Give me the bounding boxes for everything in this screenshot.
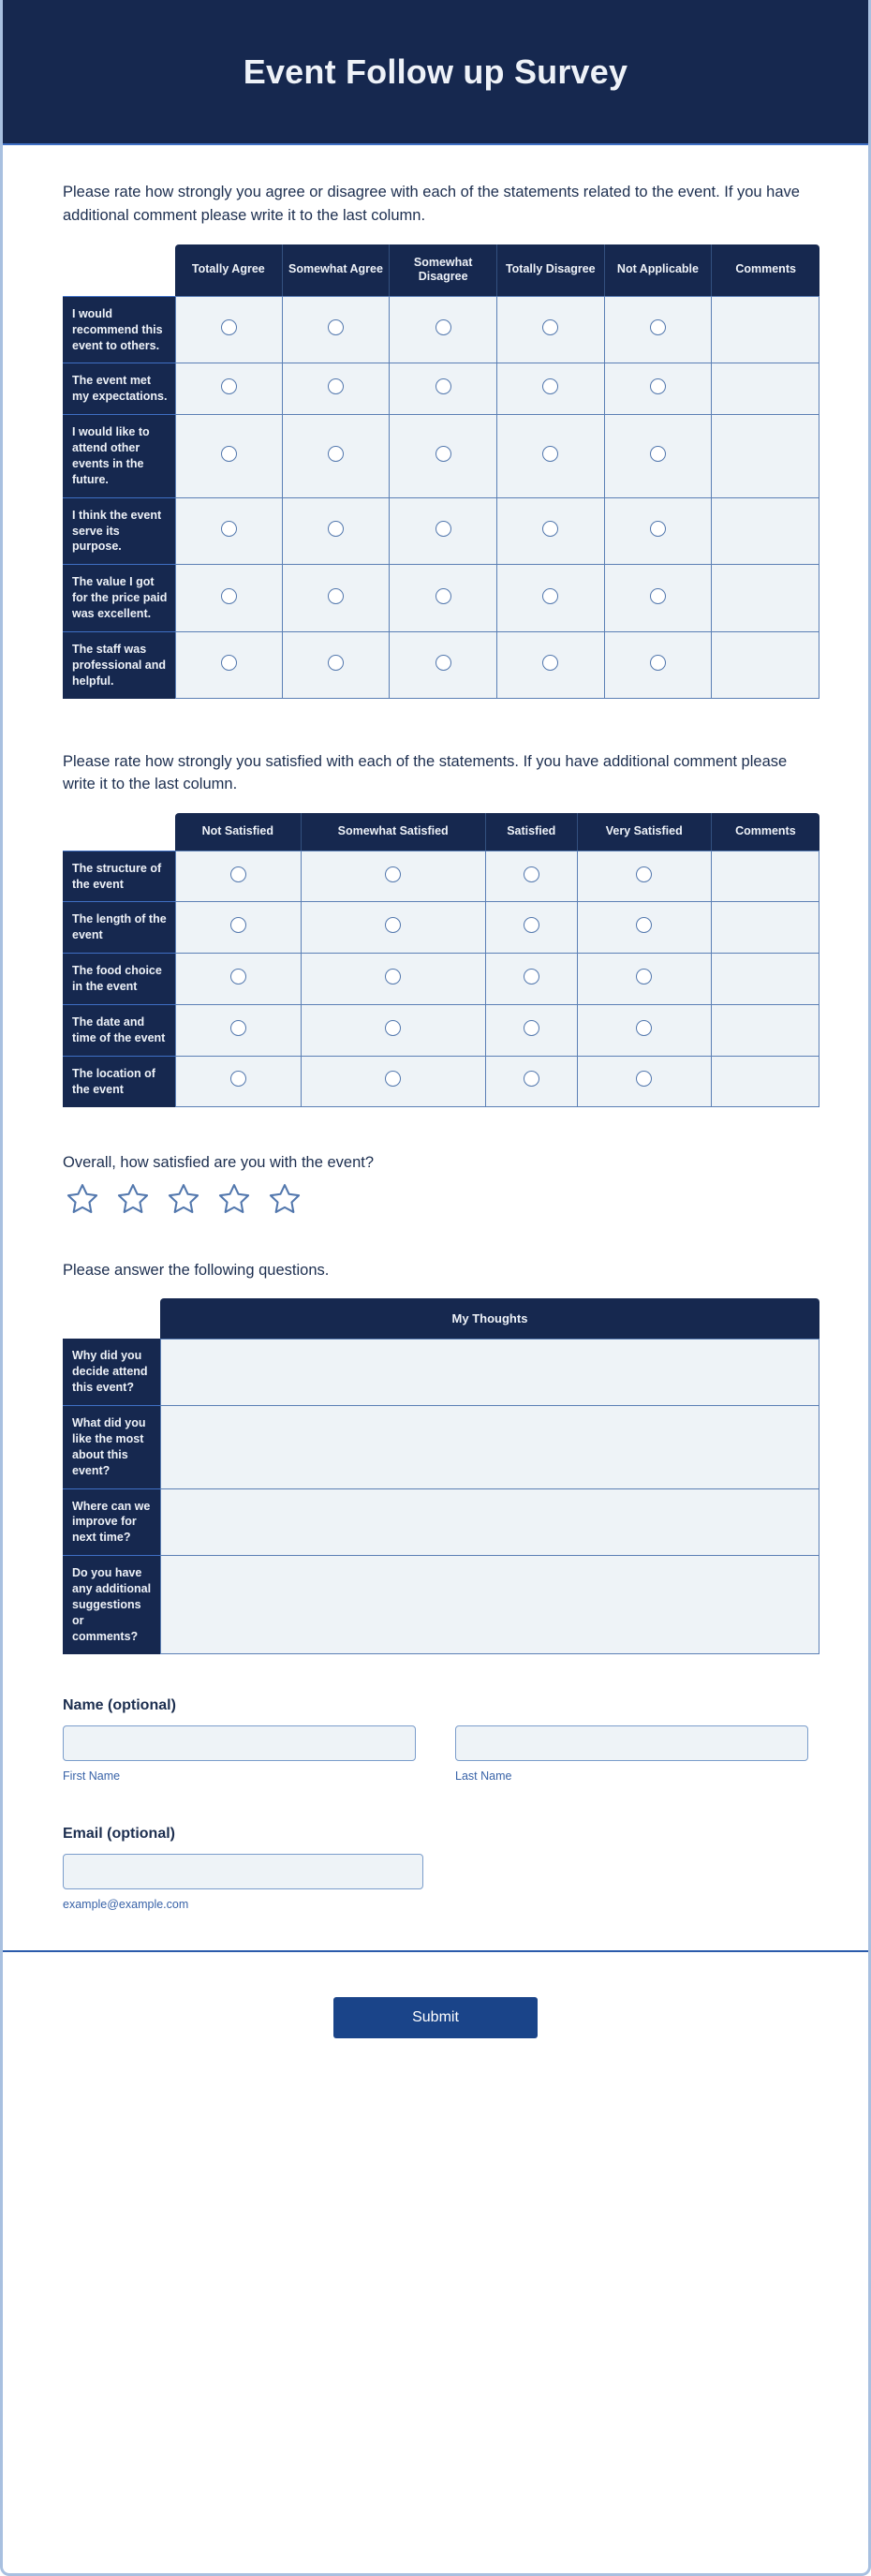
satisfied-comment-cell-1[interactable]	[712, 902, 819, 954]
submit-wrap	[63, 1952, 808, 2098]
radio-button[interactable]	[230, 1071, 246, 1087]
agree-radio-cell-4-3[interactable]	[497, 565, 605, 632]
form-header	[3, 0, 868, 145]
radio-button[interactable]	[636, 1071, 652, 1087]
radio-button[interactable]	[524, 917, 539, 933]
table-row	[63, 1005, 819, 1057]
agree-radio-cell-0-4[interactable]	[605, 296, 713, 364]
agree-matrix-row-label-3: I think the event serve its purpose.	[63, 498, 175, 566]
radio-button[interactable]	[328, 378, 344, 394]
agree-radio-cell-1-4[interactable]	[605, 363, 713, 415]
agree-radio-cell-4-0[interactable]	[175, 565, 283, 632]
radio-button[interactable]	[636, 866, 652, 882]
radio-button[interactable]	[221, 446, 237, 462]
thoughts-row-label-1: What did you like the most about this event?	[63, 1406, 160, 1489]
satisfied-matrix-intro: Please rate how strongly you satisfied with each of the statements. If you have additional comment please write it to the last column.	[63, 752, 788, 793]
radio-button[interactable]	[385, 1020, 401, 1036]
satisfied-comment-cell-4[interactable]	[712, 1057, 819, 1107]
agree-matrix-row-label-1: The event met my expectations.	[63, 363, 175, 415]
radio-button[interactable]	[524, 1020, 539, 1036]
thoughts-corner	[63, 1298, 160, 1339]
agree-comment-cell-5[interactable]	[712, 632, 819, 699]
agree-radio-cell-5-3[interactable]	[497, 632, 605, 699]
radio-button[interactable]	[230, 1020, 246, 1036]
radio-button[interactable]	[524, 866, 539, 882]
name-row	[63, 1725, 808, 1783]
satisfied-radio-cell-2-0[interactable]	[175, 954, 302, 1005]
agree-radio-cell-3-1[interactable]	[283, 498, 391, 566]
thoughts-table	[63, 1298, 819, 1653]
table-row	[63, 1556, 819, 1653]
thoughts-header-row	[63, 1298, 819, 1339]
agree-matrix-row-label-5: The staff was professional and helpful.	[63, 632, 175, 699]
satisfied-comment-cell-0[interactable]	[712, 851, 819, 903]
satisfied-matrix-col-0: Not Satisfied	[175, 813, 302, 851]
thoughts-answer-2[interactable]	[160, 1489, 819, 1557]
satisfied-matrix-row-label-3: The date and time of the event	[63, 1005, 175, 1057]
last-name-input[interactable]	[455, 1725, 808, 1761]
page-title: Event Follow up Survey	[243, 52, 628, 91]
email-field-block	[63, 1826, 808, 1911]
radio-button[interactable]	[230, 917, 246, 933]
table-row	[63, 954, 819, 1005]
agree-matrix-col-5: Comments	[712, 244, 819, 296]
radio-button[interactable]	[436, 378, 451, 394]
thoughts-row-label-0: Why did you decide attend this event?	[63, 1339, 160, 1406]
agree-radio-cell-2-3[interactable]	[497, 415, 605, 498]
table-row	[63, 1406, 819, 1489]
star-rating-label: Overall, how satisfied are you with the event?	[63, 1153, 375, 1171]
agree-matrix-col-3: Totally Disagree	[497, 244, 605, 296]
satisfied-matrix-corner	[63, 813, 175, 851]
satisfied-matrix-row-label-2: The food choice in the event	[63, 954, 175, 1005]
thoughts-answer-1[interactable]	[160, 1406, 819, 1489]
satisfied-radio-cell-2-1[interactable]	[302, 954, 486, 1005]
satisfied-matrix-col-3: Very Satisfied	[578, 813, 712, 851]
radio-button[interactable]	[436, 446, 451, 462]
satisfied-matrix-header-row	[63, 813, 819, 851]
satisfied-radio-cell-4-2[interactable]	[486, 1057, 578, 1107]
satisfied-radio-cell-1-3[interactable]	[578, 902, 712, 954]
radio-button[interactable]	[221, 655, 237, 671]
agree-radio-cell-1-0[interactable]	[175, 363, 283, 415]
satisfied-matrix-row-label-4: The location of the event	[63, 1057, 175, 1107]
table-row	[63, 498, 819, 566]
agree-radio-cell-2-4[interactable]	[605, 415, 713, 498]
first-name-sublabel: First Name	[63, 1769, 121, 1783]
table-row	[63, 851, 819, 903]
satisfied-comment-cell-2[interactable]	[712, 954, 819, 1005]
radio-button[interactable]	[385, 866, 401, 882]
agree-radio-cell-5-4[interactable]	[605, 632, 713, 699]
agree-comment-cell-4[interactable]	[712, 565, 819, 632]
radio-button[interactable]	[650, 378, 666, 394]
agree-radio-cell-4-1[interactable]	[283, 565, 391, 632]
radio-button[interactable]	[650, 446, 666, 462]
agree-comment-cell-3[interactable]	[712, 498, 819, 566]
agree-matrix-col-0: Totally Agree	[175, 244, 283, 296]
email-sublabel: example@example.com	[63, 1897, 189, 1911]
satisfied-matrix-col-4: Comments	[712, 813, 819, 851]
agree-radio-cell-3-4[interactable]	[605, 498, 713, 566]
radio-button[interactable]	[636, 917, 652, 933]
agree-matrix-col-4: Not Applicable	[605, 244, 713, 296]
agree-comment-cell-2[interactable]	[712, 415, 819, 498]
agree-radio-cell-2-2[interactable]	[390, 415, 497, 498]
satisfied-matrix-table	[63, 813, 819, 1107]
agree-matrix-corner	[63, 244, 175, 296]
agree-radio-cell-0-0[interactable]	[175, 296, 283, 364]
agree-radio-cell-1-3[interactable]	[497, 363, 605, 415]
radio-button[interactable]	[221, 319, 237, 335]
radio-button[interactable]	[328, 655, 344, 671]
agree-matrix-intro: Please rate how strongly you agree or disagree with each of the statements related to the event. If you have additional comment please write it to the last column.	[63, 184, 800, 224]
radio-button[interactable]	[650, 655, 666, 671]
radio-button[interactable]	[650, 521, 666, 537]
agree-radio-cell-2-0[interactable]	[175, 415, 283, 498]
satisfied-radio-cell-2-3[interactable]	[578, 954, 712, 1005]
name-field-block	[63, 1697, 808, 1783]
radio-button[interactable]	[542, 378, 558, 394]
table-row	[63, 565, 819, 632]
radio-button[interactable]	[230, 969, 246, 985]
agree-comment-cell-1[interactable]	[712, 363, 819, 415]
star-icon-2[interactable]	[115, 1181, 151, 1217]
agree-radio-cell-3-0[interactable]	[175, 498, 283, 566]
last-name-sublabel: Last Name	[455, 1769, 512, 1783]
radio-button[interactable]	[436, 655, 451, 671]
form-body	[3, 181, 868, 2098]
radio-button[interactable]	[221, 521, 237, 537]
agree-radio-cell-0-1[interactable]	[283, 296, 391, 364]
satisfied-radio-cell-4-3[interactable]	[578, 1057, 712, 1107]
radio-button[interactable]	[328, 521, 344, 537]
radio-button[interactable]	[436, 588, 451, 604]
radio-button[interactable]	[542, 655, 558, 671]
radio-button[interactable]	[436, 521, 451, 537]
satisfied-matrix-body	[63, 851, 819, 1107]
agree-radio-cell-0-2[interactable]	[390, 296, 497, 364]
satisfied-radio-cell-1-2[interactable]	[486, 902, 578, 954]
agree-radio-cell-3-2[interactable]	[390, 498, 497, 566]
table-row	[63, 1339, 819, 1406]
agree-comment-cell-0[interactable]	[712, 296, 819, 364]
radio-button[interactable]	[542, 319, 558, 335]
table-row	[63, 296, 819, 364]
satisfied-radio-cell-3-1[interactable]	[302, 1005, 486, 1057]
radio-button[interactable]	[524, 1071, 539, 1087]
first-name-col	[63, 1725, 416, 1783]
table-row	[63, 415, 819, 498]
satisfied-comment-cell-3[interactable]	[712, 1005, 819, 1057]
thoughts-body	[63, 1339, 819, 1653]
agree-radio-cell-1-1[interactable]	[283, 363, 391, 415]
thoughts-intro: Please answer the following questions.	[63, 1261, 330, 1279]
satisfied-radio-cell-1-0[interactable]	[175, 902, 302, 954]
name-field-label: Name (optional)	[63, 1696, 176, 1713]
satisfied-radio-cell-3-3[interactable]	[578, 1005, 712, 1057]
satisfied-matrix-head	[63, 813, 819, 851]
thoughts-answer-0[interactable]	[160, 1339, 819, 1406]
radio-button[interactable]	[542, 588, 558, 604]
satisfied-radio-cell-4-1[interactable]	[302, 1057, 486, 1107]
agree-matrix-col-2: Somewhat Disagree	[390, 244, 497, 296]
satisfied-radio-cell-3-0[interactable]	[175, 1005, 302, 1057]
agree-matrix-col-1: Somewhat Agree	[283, 244, 391, 296]
satisfied-matrix-row-label-1: The length of the event	[63, 902, 175, 954]
thoughts-column-header: My Thoughts	[160, 1298, 819, 1339]
agree-radio-cell-1-2[interactable]	[390, 363, 497, 415]
radio-button[interactable]	[436, 319, 451, 335]
thoughts-head	[63, 1298, 819, 1339]
agree-matrix-head	[63, 244, 819, 296]
radio-button[interactable]	[328, 319, 344, 335]
agree-matrix-row-label-0: I would recommend this event to others.	[63, 296, 175, 364]
last-name-col	[455, 1725, 808, 1783]
agree-radio-cell-0-3[interactable]	[497, 296, 605, 364]
submit-button[interactable]: Submit	[333, 1997, 538, 2038]
satisfied-radio-cell-1-1[interactable]	[302, 902, 486, 954]
table-row	[63, 363, 819, 415]
email-field-label: Email (optional)	[63, 1825, 175, 1842]
satisfied-radio-cell-0-2[interactable]	[486, 851, 578, 903]
agree-radio-cell-3-3[interactable]	[497, 498, 605, 566]
radio-button[interactable]	[385, 1071, 401, 1087]
email-input[interactable]	[63, 1854, 423, 1889]
table-row	[63, 902, 819, 954]
satisfied-radio-cell-2-2[interactable]	[486, 954, 578, 1005]
agree-matrix-table	[63, 244, 819, 699]
agree-radio-cell-5-0[interactable]	[175, 632, 283, 699]
radio-button[interactable]	[542, 446, 558, 462]
agree-radio-cell-2-1[interactable]	[283, 415, 391, 498]
radio-button[interactable]	[385, 969, 401, 985]
first-name-input[interactable]	[63, 1725, 416, 1761]
satisfied-matrix-col-1: Somewhat Satisfied	[302, 813, 486, 851]
satisfied-radio-cell-0-3[interactable]	[578, 851, 712, 903]
table-row	[63, 1057, 819, 1107]
radio-button[interactable]	[385, 917, 401, 933]
agree-radio-cell-5-2[interactable]	[390, 632, 497, 699]
radio-button[interactable]	[636, 969, 652, 985]
radio-button[interactable]	[328, 588, 344, 604]
email-col	[63, 1854, 423, 1911]
agree-radio-cell-5-1[interactable]	[283, 632, 391, 699]
table-row	[63, 1489, 819, 1557]
star-icon-5[interactable]	[267, 1181, 303, 1217]
radio-button[interactable]	[650, 319, 666, 335]
agree-matrix-row-label-4: The value I got for the price paid was excellent.	[63, 565, 175, 632]
star-icon-3[interactable]	[166, 1181, 201, 1217]
satisfied-radio-cell-0-1[interactable]	[302, 851, 486, 903]
thoughts-answer-3[interactable]	[160, 1556, 819, 1653]
table-row	[63, 632, 819, 699]
agree-matrix-row-label-2: I would like to attend other events in the future.	[63, 415, 175, 498]
thoughts-row-label-3: Do you have any additional suggestions or comments?	[63, 1556, 160, 1653]
star-rating-group[interactable]	[63, 1181, 808, 1217]
radio-button[interactable]	[230, 866, 246, 882]
satisfied-matrix-row-label-0: The structure of the event	[63, 851, 175, 903]
radio-button[interactable]	[221, 588, 237, 604]
star-icon-4[interactable]	[216, 1181, 252, 1217]
star-icon-1[interactable]	[65, 1181, 100, 1217]
agree-matrix-header-row	[63, 244, 819, 296]
thoughts-row-label-2: Where can we improve for next time?	[63, 1489, 160, 1557]
agree-radio-cell-4-4[interactable]	[605, 565, 713, 632]
agree-radio-cell-4-2[interactable]	[390, 565, 497, 632]
radio-button[interactable]	[524, 969, 539, 985]
radio-button[interactable]	[221, 378, 237, 394]
radio-button[interactable]	[636, 1020, 652, 1036]
radio-button[interactable]	[328, 446, 344, 462]
satisfied-radio-cell-0-0[interactable]	[175, 851, 302, 903]
radio-button[interactable]	[650, 588, 666, 604]
radio-button[interactable]	[542, 521, 558, 537]
satisfied-radio-cell-4-0[interactable]	[175, 1057, 302, 1107]
satisfied-matrix-col-2: Satisfied	[486, 813, 578, 851]
satisfied-radio-cell-3-2[interactable]	[486, 1005, 578, 1057]
agree-matrix-body	[63, 296, 819, 699]
